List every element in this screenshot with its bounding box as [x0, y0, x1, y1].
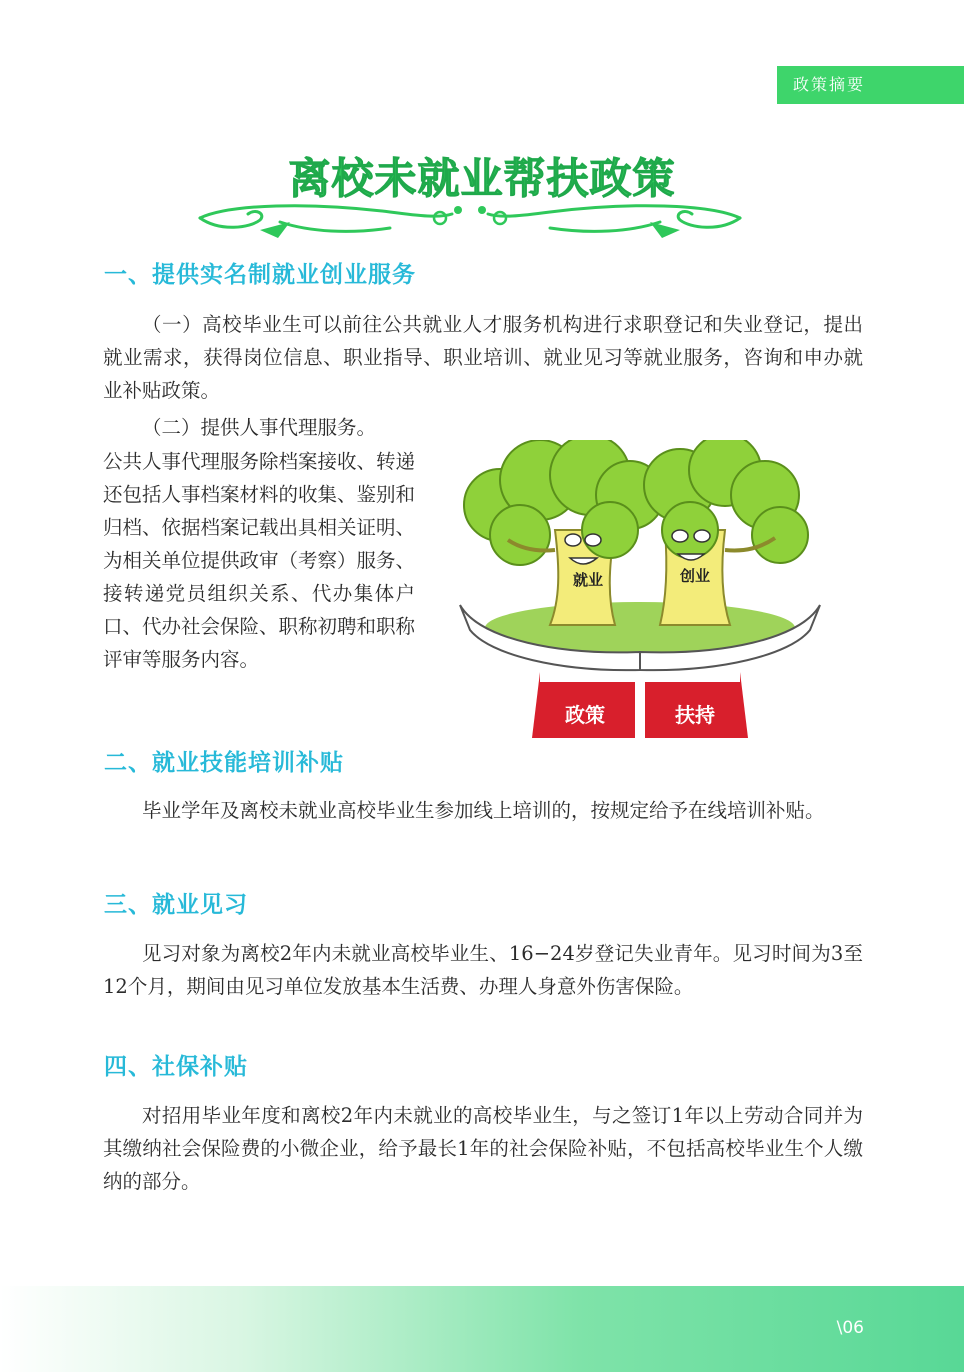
cuff-left-label: 政策	[565, 703, 605, 727]
cuff-right-label: 扶持	[675, 703, 715, 727]
section-heading-1: 一、提供实名制就业创业服务	[104, 262, 416, 288]
section-1-paragraph-2: （二）提供人事代理服务。	[142, 416, 377, 439]
section-4-paragraph-1: 对招用毕业年度和离校2年内未就业的高校毕业生，与之签订1年以上劳动合同并为其缴纳社会保险费的小微企业，给予最长1年的社会保险补贴，不包括高校毕业生个人缴纳的部分。	[103, 1104, 863, 1193]
tree-left-label: 就业	[572, 571, 604, 589]
trees-in-hands-illustration	[440, 440, 840, 738]
section-tag: 政策摘要	[777, 66, 964, 104]
page-title: 离校未就业帮扶政策	[288, 154, 676, 203]
tree-right-label: 创业	[679, 567, 711, 585]
section-2-paragraph-1: 毕业学年及离校未就业高校毕业生参加线上培训的，按规定给予在线培训补贴。	[142, 799, 825, 822]
footer-band	[0, 1286, 964, 1372]
section-1-paragraph-1: （一）高校毕业生可以前往公共就业人才服务机构进行求职登记和失业登记，提出就业需求，获得岗位信息、职业指导、职业培训、就业见习等就业服务，咨询和申办就业补贴政策。	[103, 313, 863, 402]
page-number: \06	[836, 1318, 864, 1338]
section-heading-3: 三、就业见习	[104, 892, 248, 918]
section-3-paragraph-1: 见习对象为离校2年内未就业高校毕业生、16−24岁登记失业青年。见习时间为3至12个月，期间由见习单位发放基本生活费、办理人身意外伤害保险。	[103, 942, 863, 998]
section-1-paragraph-3: 公共人事代理服务除档案接收、转递还包括人事档案材料的收集、鉴别和归档、依据档案记载出具相关证明、为相关单位提供政审（考察）服务、接转递党员组织关系、代办集体户口、代办社会保险、职称初聘和职称评审等服务内容。	[103, 450, 416, 671]
title-ornament	[190, 198, 750, 242]
section-heading-2: 二、就业技能培训补贴	[104, 750, 344, 776]
section-heading-4: 四、社保补贴	[104, 1054, 248, 1080]
